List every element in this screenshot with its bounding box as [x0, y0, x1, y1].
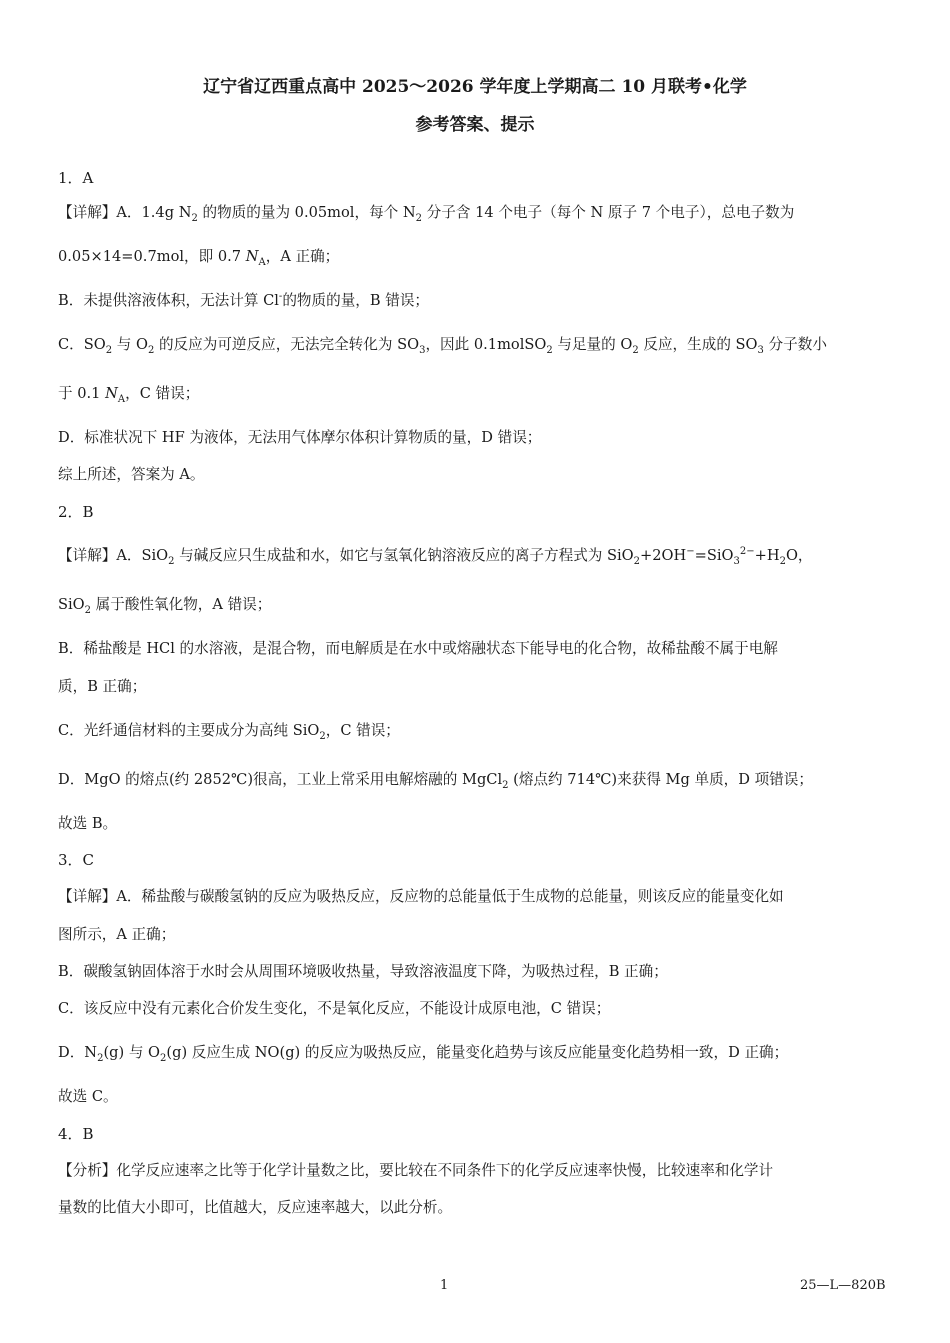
document-code: 25—L—820B	[800, 1278, 886, 1293]
q2-line-5: C．光纤通信材料的主要成分为高纯 SiO$_2$，C 错误；	[58, 722, 400, 742]
q1-line-3: B．未提供溶液体积，无法计算 Cl-的物质的量，B 错误；	[58, 291, 430, 309]
q3-line-6: 故选 C。	[58, 1088, 118, 1105]
q3-line-4: C．该反应中没有元素化合价发生变化，不是氧化反应，不能设计成原电池，C 错误；	[58, 1000, 611, 1017]
q1-line-4: C．$SO_2$ 与 $O_2$ 的反应为可逆反应，无法完全转化为 $SO_3$，因此 0.1molSO$_2$ 与足量的 $O_2$ 反应，生成的 $SO_3$ 分子数小	[58, 336, 827, 356]
page-title: 辽宁省辽西重点高中 2025～2026 学年度上学期高二 10 月联考•化学	[203, 77, 747, 97]
q1-line-7: 综上所述，答案为 A。	[58, 466, 205, 483]
q3-line-2: 图所示，A 正确；	[58, 926, 176, 943]
q2-line-1: 【详解】A．SiO$_2$ 与碱反应只生成盐和水，如它与氢氧化钠溶液反应的离子方程式为 $SiO_2+2OH^-=SiO_3^{2-}+H_2O$，	[58, 546, 813, 567]
q3-line-1: 【详解】A．稀盐酸与碳酸氢钠的反应为吸热反应，反应物的总能量低于生成物的总能量，则该反应的能量变化如	[58, 888, 784, 905]
q4-answer: 4．B	[58, 1125, 94, 1143]
q2-line-3: B．稀盐酸是 HCl 的水溶液，是混合物，而电解质是在水中或熔融状态下能导电的化合物，故稀盐酸不属于电解	[58, 640, 778, 657]
q3-line-5: D．$N_2(g)$ 与 $O_2(g)$ 反应生成 NO(g) 的反应为吸热反应，能量变化趋势与该反应能量变化趋势相一致，D 正确；	[58, 1044, 789, 1064]
q4-line-2: 量数的比值大小即可，比值越大，反应速率越大，以此分析。	[58, 1199, 453, 1216]
q2-line-6: D．MgO 的熔点(约 2852℃)很高，工业上常采用电解熔融的 MgCl$_2$ (熔点约 714℃)来获得 Mg 单质，D 项错误；	[58, 771, 813, 791]
q3-line-3: B．碳酸氢钠固体溶于水时会从周围环境吸收热量，导致溶液温度下降，为吸热过程，B 正确；	[58, 963, 668, 980]
q4-line-1: 【分析】化学反应速率之比等于化学计量数之比，要比较在不同条件下的化学反应速率快慢，比较速率和化学计	[58, 1162, 774, 1179]
q2-line-2: SiO$_2$ 属于酸性氧化物，A 错误；	[58, 596, 272, 616]
q1-line-2: 0.05×14=0.7mol，即 0.7 $N_A$，A 正确；	[58, 248, 340, 268]
q1-line-1: 【详解】A．1.4g $N_2$ 的物质的量为 0.05mol，每个 $N_2$ 分子含 14 个电子（每个 N 原子 7 个电子），总电子数为	[58, 204, 795, 224]
q1-line-5: 于 0.1 $N_A$，C 错误；	[58, 385, 200, 405]
page-number: 1	[440, 1278, 449, 1293]
q1-answer: 1．A	[58, 169, 94, 187]
q2-answer: 2．B	[58, 503, 94, 521]
q2-line-4: 质，B 正确；	[58, 678, 147, 695]
q2-line-7: 故选 B。	[58, 815, 118, 832]
page-subtitle: 参考答案、提示	[415, 115, 535, 135]
q1-line-6: D．标准状况下 HF 为液体，无法用气体摩尔体积计算物质的量，D 错误；	[58, 429, 542, 446]
q3-answer: 3．C	[58, 851, 95, 869]
